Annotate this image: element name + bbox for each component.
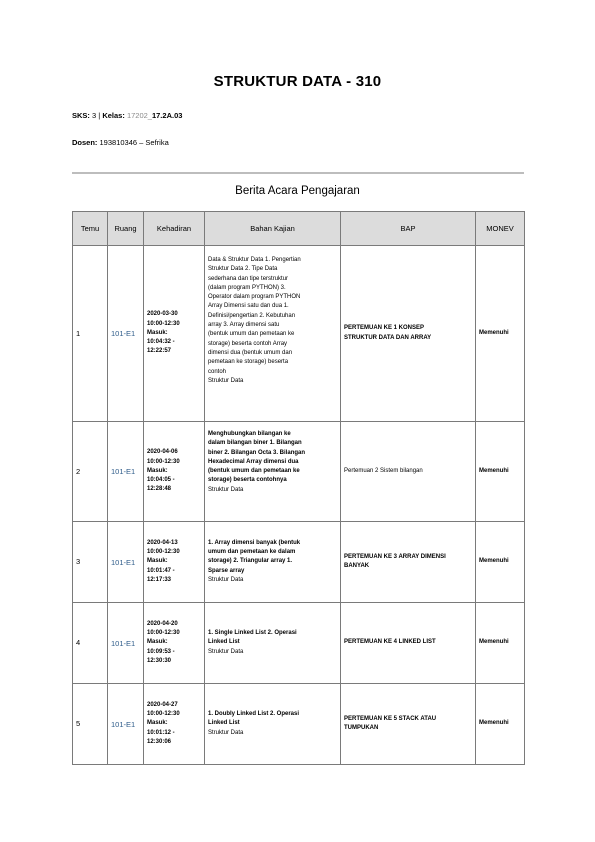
kehadiran-line: 12:22:57 (147, 348, 172, 355)
bap-line: STRUKTUR DATA DAN ARRAY (344, 334, 432, 341)
kehadiran-line: 2020-04-27 (147, 701, 178, 708)
bahan-line: (dalam program PYTHON) 3. (208, 284, 286, 291)
bahan-line: Hexadecimal Array dimensi dua (208, 458, 299, 465)
cell-kehadiran (144, 522, 205, 603)
kehadiran-line: 10:00-12:30 (147, 549, 180, 556)
kehadiran-line: 10:00-12:30 (147, 711, 180, 718)
bahan-line: dimensi dua (bentuk umum dan (208, 349, 293, 356)
cell-ruang: 101-E1 (108, 246, 144, 422)
bahan-line: pemetaan ke storage) beserta (208, 359, 289, 366)
bahan-line: Data & Struktur Data 1. Pengertian (208, 257, 301, 263)
bap-line: PERTEMUAN KE 5 STACK ATAU (344, 715, 437, 722)
kehadiran-line: 12:30:06 (147, 738, 172, 745)
bahan-line: 1. Doubly Linked List 2. Operasi (208, 711, 300, 718)
kehadiran-line: Masuk: (147, 639, 168, 646)
kehadiran-line: 2020-04-20 (147, 620, 178, 627)
sks-value: 3 (92, 111, 97, 120)
table-row (73, 603, 525, 684)
cell-bahan-kajian (205, 684, 341, 765)
column-header-kehadiran: Kehadiran (144, 212, 205, 246)
kehadiran-line: 10:00-12:30 (147, 458, 180, 465)
column-header-bap: BAP (341, 212, 476, 246)
bahan-line: array 3. Array dimensi satu (208, 322, 280, 329)
cell-monev: Memenuhi (476, 422, 525, 522)
bahan-line: sederhana dan tipe terstruktur (208, 275, 289, 282)
dosen-line (72, 138, 169, 147)
divider (72, 172, 524, 174)
kehadiran-line: Masuk: (147, 467, 168, 474)
kehadiran-line: 12:17:33 (147, 576, 172, 583)
kelas-code: 17202_ (126, 111, 152, 120)
bahan-subject: Struktur Data (208, 377, 244, 384)
table-row (73, 684, 525, 765)
kehadiran-line: 10:04:32 - (147, 339, 175, 346)
kehadiran-line: 10:01:47 - (147, 567, 175, 574)
bahan-line: Operator dalam program PYTHON (208, 294, 301, 301)
table-row (73, 422, 525, 522)
bahan-line: Array Dimensi satu dan dua 1. (208, 303, 289, 310)
cell-bahan-kajian (205, 522, 341, 603)
bahan-line: Definisi/pengertian 2. Kebutuhan (208, 312, 296, 319)
cell-monev: Memenuhi (476, 684, 525, 765)
kelas-label: Kelas: (102, 111, 125, 120)
bap-line: BANYAK (344, 563, 370, 569)
bahan-line: contoh (208, 368, 227, 375)
kehadiran-line: 10:00-12:30 (147, 630, 180, 637)
cell-bap (341, 246, 476, 422)
cell-bahan-kajian (205, 246, 341, 422)
cell-monev: Memenuhi (476, 603, 525, 684)
cell-ruang: 101-E1 (108, 684, 144, 765)
kehadiran-line: 10:04:05 - (147, 477, 175, 484)
cell-bahan-kajian (205, 422, 341, 522)
kehadiran-line: Masuk: (147, 329, 168, 336)
bahan-subject: Struktur Data (208, 576, 244, 583)
bahan-line: dalam bilangan biner 1. Bilangan (208, 440, 302, 447)
bahan-line: Linked List (208, 639, 240, 646)
cell-kehadiran (144, 246, 205, 422)
section-title: Berita Acara Pengajaran (235, 185, 360, 197)
kehadiran-line: 10:00-12:30 (147, 320, 180, 327)
bahan-line: 1. Single Linked List 2. Operasi (208, 630, 297, 637)
bahan-line: (bentuk umum dan pemetaan ke (208, 468, 300, 475)
bahan-line: storage) beserta contohnya (208, 477, 287, 484)
bahan-line: (bentuk umum dan pemetaan ke (208, 331, 295, 338)
cell-temu: 3 (73, 522, 108, 603)
dosen-value: 193810346 – Sefrika (99, 138, 169, 147)
bahan-line: Linked List (208, 720, 240, 727)
bahan-line: 1. Array dimensi banyak (bentuk (208, 539, 301, 546)
cell-ruang: 101-E1 (108, 603, 144, 684)
bahan-line: Sparse array (208, 567, 245, 574)
course-title: STRUKTUR DATA - 310 (213, 73, 382, 90)
cell-bap (341, 603, 476, 684)
bahan-subject: Struktur Data (208, 648, 244, 655)
bap-line: PERTEMUAN KE 1 KONSEP (344, 325, 425, 332)
kehadiran-line: 2020-04-06 (147, 449, 178, 456)
cell-monev: Memenuhi (476, 522, 525, 603)
cell-temu: 5 (73, 684, 108, 765)
kehadiran-line: 2020-04-13 (147, 539, 178, 546)
table-header-row (73, 212, 525, 246)
kehadiran-line: 12:30:30 (147, 657, 172, 664)
bap-table (72, 211, 525, 765)
cell-kehadiran (144, 422, 205, 522)
cell-temu: 4 (73, 603, 108, 684)
cell-ruang: 101-E1 (108, 422, 144, 522)
bap-line: PERTEMUAN KE 4 LINKED LIST (344, 639, 436, 646)
bahan-subject: Struktur Data (208, 486, 244, 493)
column-header-ruang: Ruang (108, 212, 144, 246)
kehadiran-line: 12:28:48 (147, 486, 172, 493)
cell-bap (341, 684, 476, 765)
bahan-line: Menghubungkan bilangan ke (208, 431, 291, 437)
table-body (73, 246, 525, 765)
bap-line: TUMPUKAN (344, 725, 379, 731)
kehadiran-line: 2020-03-30 (147, 311, 178, 318)
kehadiran-line: Masuk: (147, 558, 168, 565)
dosen-label: Dosen: (72, 138, 98, 147)
column-header-temu: Temu (73, 212, 108, 246)
bahan-line: umum dan pemetaan ke dalam (208, 549, 296, 556)
cell-ruang: 101-E1 (108, 522, 144, 603)
column-header-bahan-kajian: Bahan Kajian (205, 212, 341, 246)
bap-line: Pertemuan 2 Sistem bilangan (344, 467, 423, 474)
cell-temu: 2 (73, 422, 108, 522)
bahan-line: storage) 2. Triangular array 1. (208, 558, 293, 565)
cell-bap (341, 522, 476, 603)
kehadiran-line: 10:09:53 - (147, 648, 175, 655)
bahan-line: storage) beserta contoh Array (208, 340, 288, 347)
sks-label: SKS: (72, 111, 90, 120)
meta-separator: | (98, 111, 101, 120)
bahan-line: biner 2. Bilangan Octa 3. Bilangan (208, 449, 306, 456)
cell-bahan-kajian (205, 603, 341, 684)
kehadiran-line: 10:01:12 - (147, 729, 175, 736)
bahan-subject: Struktur Data (208, 729, 244, 736)
table-row (73, 246, 525, 422)
bap-line: PERTEMUAN KE 3 ARRAY DIMENSI (344, 553, 446, 560)
kelas-value: 17.2A.03 (151, 111, 183, 120)
cell-kehadiran (144, 603, 205, 684)
bahan-line: Struktur Data 2. Tipe Data (208, 266, 278, 273)
column-header-monev: MONEV (476, 212, 525, 246)
cell-temu: 1 (73, 246, 108, 422)
kehadiran-line: Masuk: (147, 720, 168, 727)
table-row (73, 522, 525, 603)
cell-kehadiran (144, 684, 205, 765)
cell-bap (341, 422, 476, 522)
course-meta-line (72, 111, 182, 120)
cell-monev: Memenuhi (476, 246, 525, 422)
